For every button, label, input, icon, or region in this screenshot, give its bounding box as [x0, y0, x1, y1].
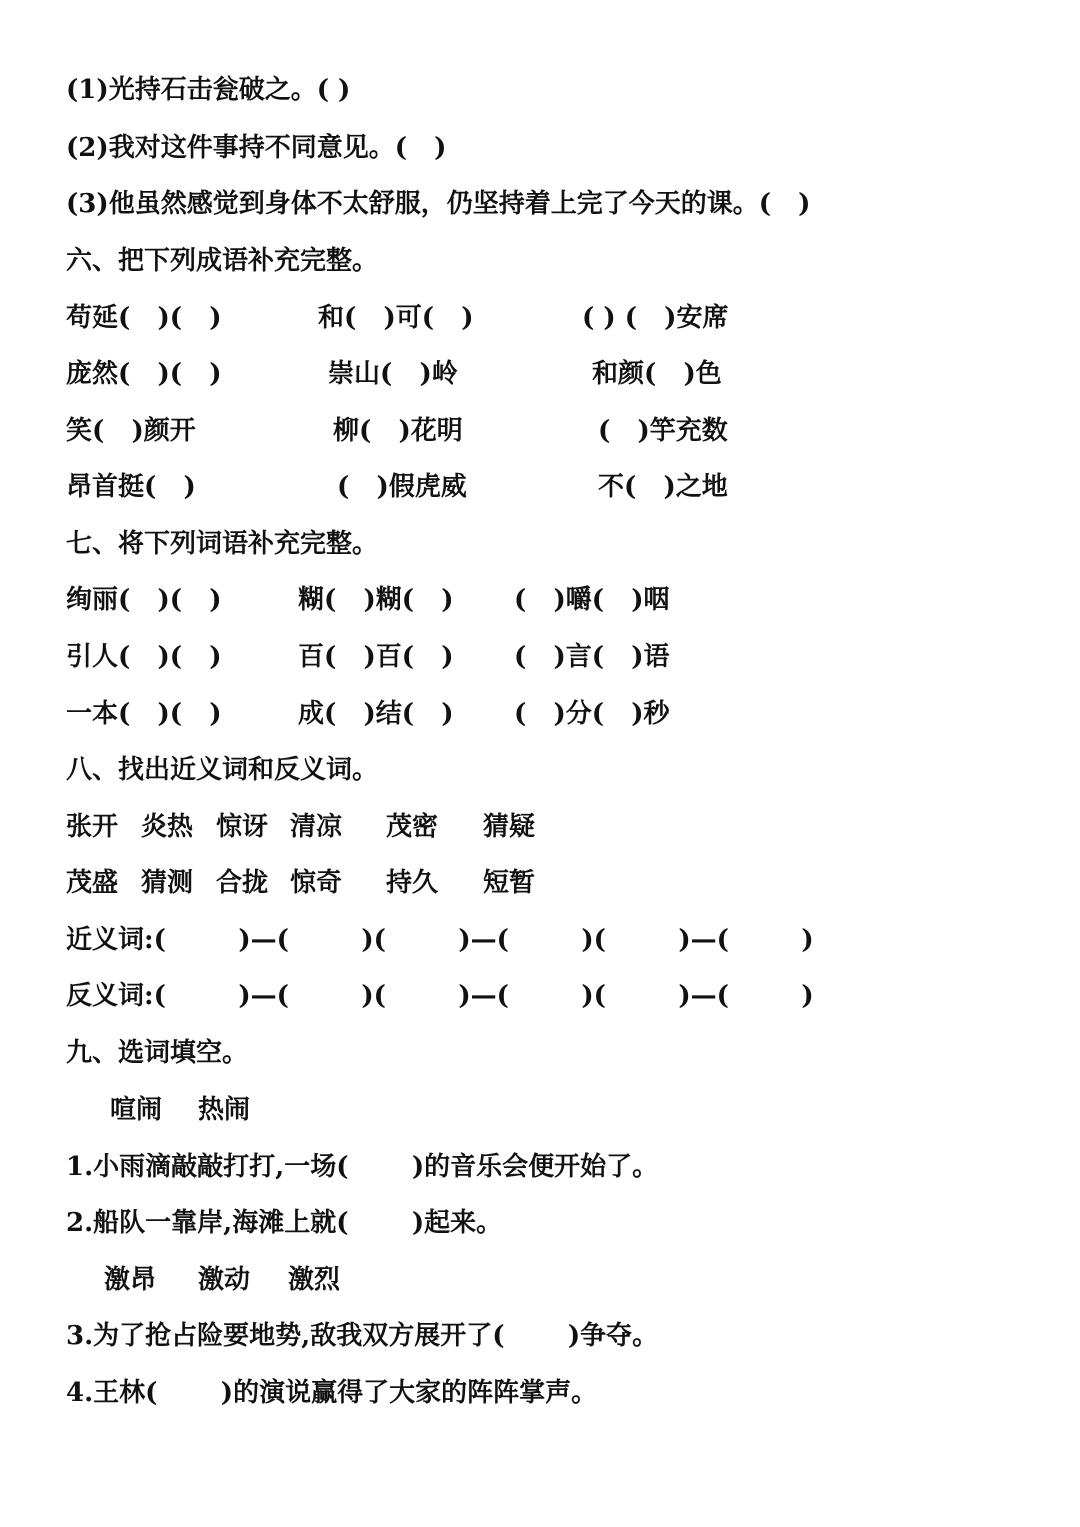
idiom-row-3-item: ( )竽充数 [598, 416, 728, 446]
word-row-1-item: 绚丽( )( ) [66, 585, 222, 615]
word-row-3-item: 一本( )( ) [66, 699, 222, 729]
word-row-1-item: 糊( )糊( ) [298, 585, 454, 615]
word-bank-row-1-item: 惊讶 [216, 812, 269, 842]
word-row-1-item: ( )嚼( )咽 [514, 585, 670, 615]
choice-words-1-item: 热闹 [198, 1095, 251, 1125]
fill-sentence-1-item: 1.小雨滴敲敲打打,一场( )的音乐会便开始了。 [66, 1152, 659, 1182]
word-bank-row-2-item: 短暂 [483, 868, 536, 898]
word-row-3-item: 成( )结( ) [298, 699, 454, 729]
idiom-row-2-item: 和颜( )色 [592, 359, 722, 389]
word-bank-row-2-item: 合拢 [216, 868, 269, 898]
heading-section-8-item: 八、找出近义词和反义词。 [66, 755, 379, 785]
idiom-row-3-item: 柳( )花明 [333, 416, 463, 446]
idiom-row-2-item: 崇山( )岭 [328, 359, 458, 389]
fill-sentence-3-item: 3.为了抢占险要地势,敌我双方展开了( )争夺。 [66, 1321, 659, 1351]
word-row-2-item: 百( )百( ) [298, 642, 454, 672]
word-row-3-item: ( )分( )秒 [514, 699, 670, 729]
fill-sentence-2-item: 2.船队一靠岸,海滩上就( )起来。 [66, 1208, 503, 1238]
word-row-2-item: ( )言( )语 [514, 642, 670, 672]
heading-section-6-item: 六、把下列成语补充完整。 [66, 246, 379, 276]
idiom-row-1-item: 苟延( )( ) [66, 303, 222, 333]
choice-words-2-item: 激动 [198, 1265, 251, 1295]
heading-section-7-item: 七、将下列词语补充完整。 [66, 529, 379, 559]
word-bank-row-2-item: 惊奇 [290, 868, 343, 898]
idiom-row-4-item: 不( )之地 [598, 472, 728, 502]
idiom-row-4-item: ( )假虎威 [337, 472, 467, 502]
fill-sentence-4-item: 4.王林( )的演说赢得了大家的阵阵掌声。 [66, 1378, 598, 1408]
sentence-1-item: (1)光持石击瓮破之。( ) [66, 75, 351, 105]
idiom-row-4-item: 昂首挺( ) [66, 472, 196, 502]
sentence-2-item: (2)我对这件事持不同意见。( ) [66, 133, 447, 163]
word-bank-row-1-item: 清凉 [290, 812, 343, 842]
idiom-row-1-item: ( ) ( )安席 [582, 303, 729, 333]
word-bank-row-1-item: 炎热 [141, 812, 194, 842]
word-row-2-item: 引人( )( ) [66, 642, 222, 672]
choice-words-2-item: 激烈 [288, 1265, 341, 1295]
sentence-3-item: (3)他虽然感觉到身体不太舒服，仍坚持着上完了今天的课。( ) [66, 189, 811, 219]
word-bank-row-1-item: 茂密 [386, 812, 439, 842]
word-bank-row-2-item: 持久 [386, 868, 439, 898]
word-bank-row-2-item: 猜测 [141, 868, 194, 898]
idiom-row-3-item: 笑( )颜开 [66, 416, 196, 446]
word-bank-row-2-item: 茂盛 [66, 868, 119, 898]
choice-words-2-item: 激昂 [104, 1265, 157, 1295]
choice-words-1-item: 喧闹 [110, 1095, 163, 1125]
antonym-answer-row-item: 反义词:( )—( )( )—( )( )—( ) [66, 981, 814, 1011]
word-bank-row-1-item: 张开 [66, 812, 119, 842]
word-bank-row-1-item: 猜疑 [483, 812, 536, 842]
heading-section-9-item: 九、选词填空。 [66, 1038, 249, 1068]
idiom-row-1-item: 和( )可( ) [318, 303, 474, 333]
synonym-answer-row-item: 近义词:( )—( )( )—( )( )—( ) [66, 925, 814, 955]
idiom-row-2-item: 庞然( )( ) [66, 359, 222, 389]
